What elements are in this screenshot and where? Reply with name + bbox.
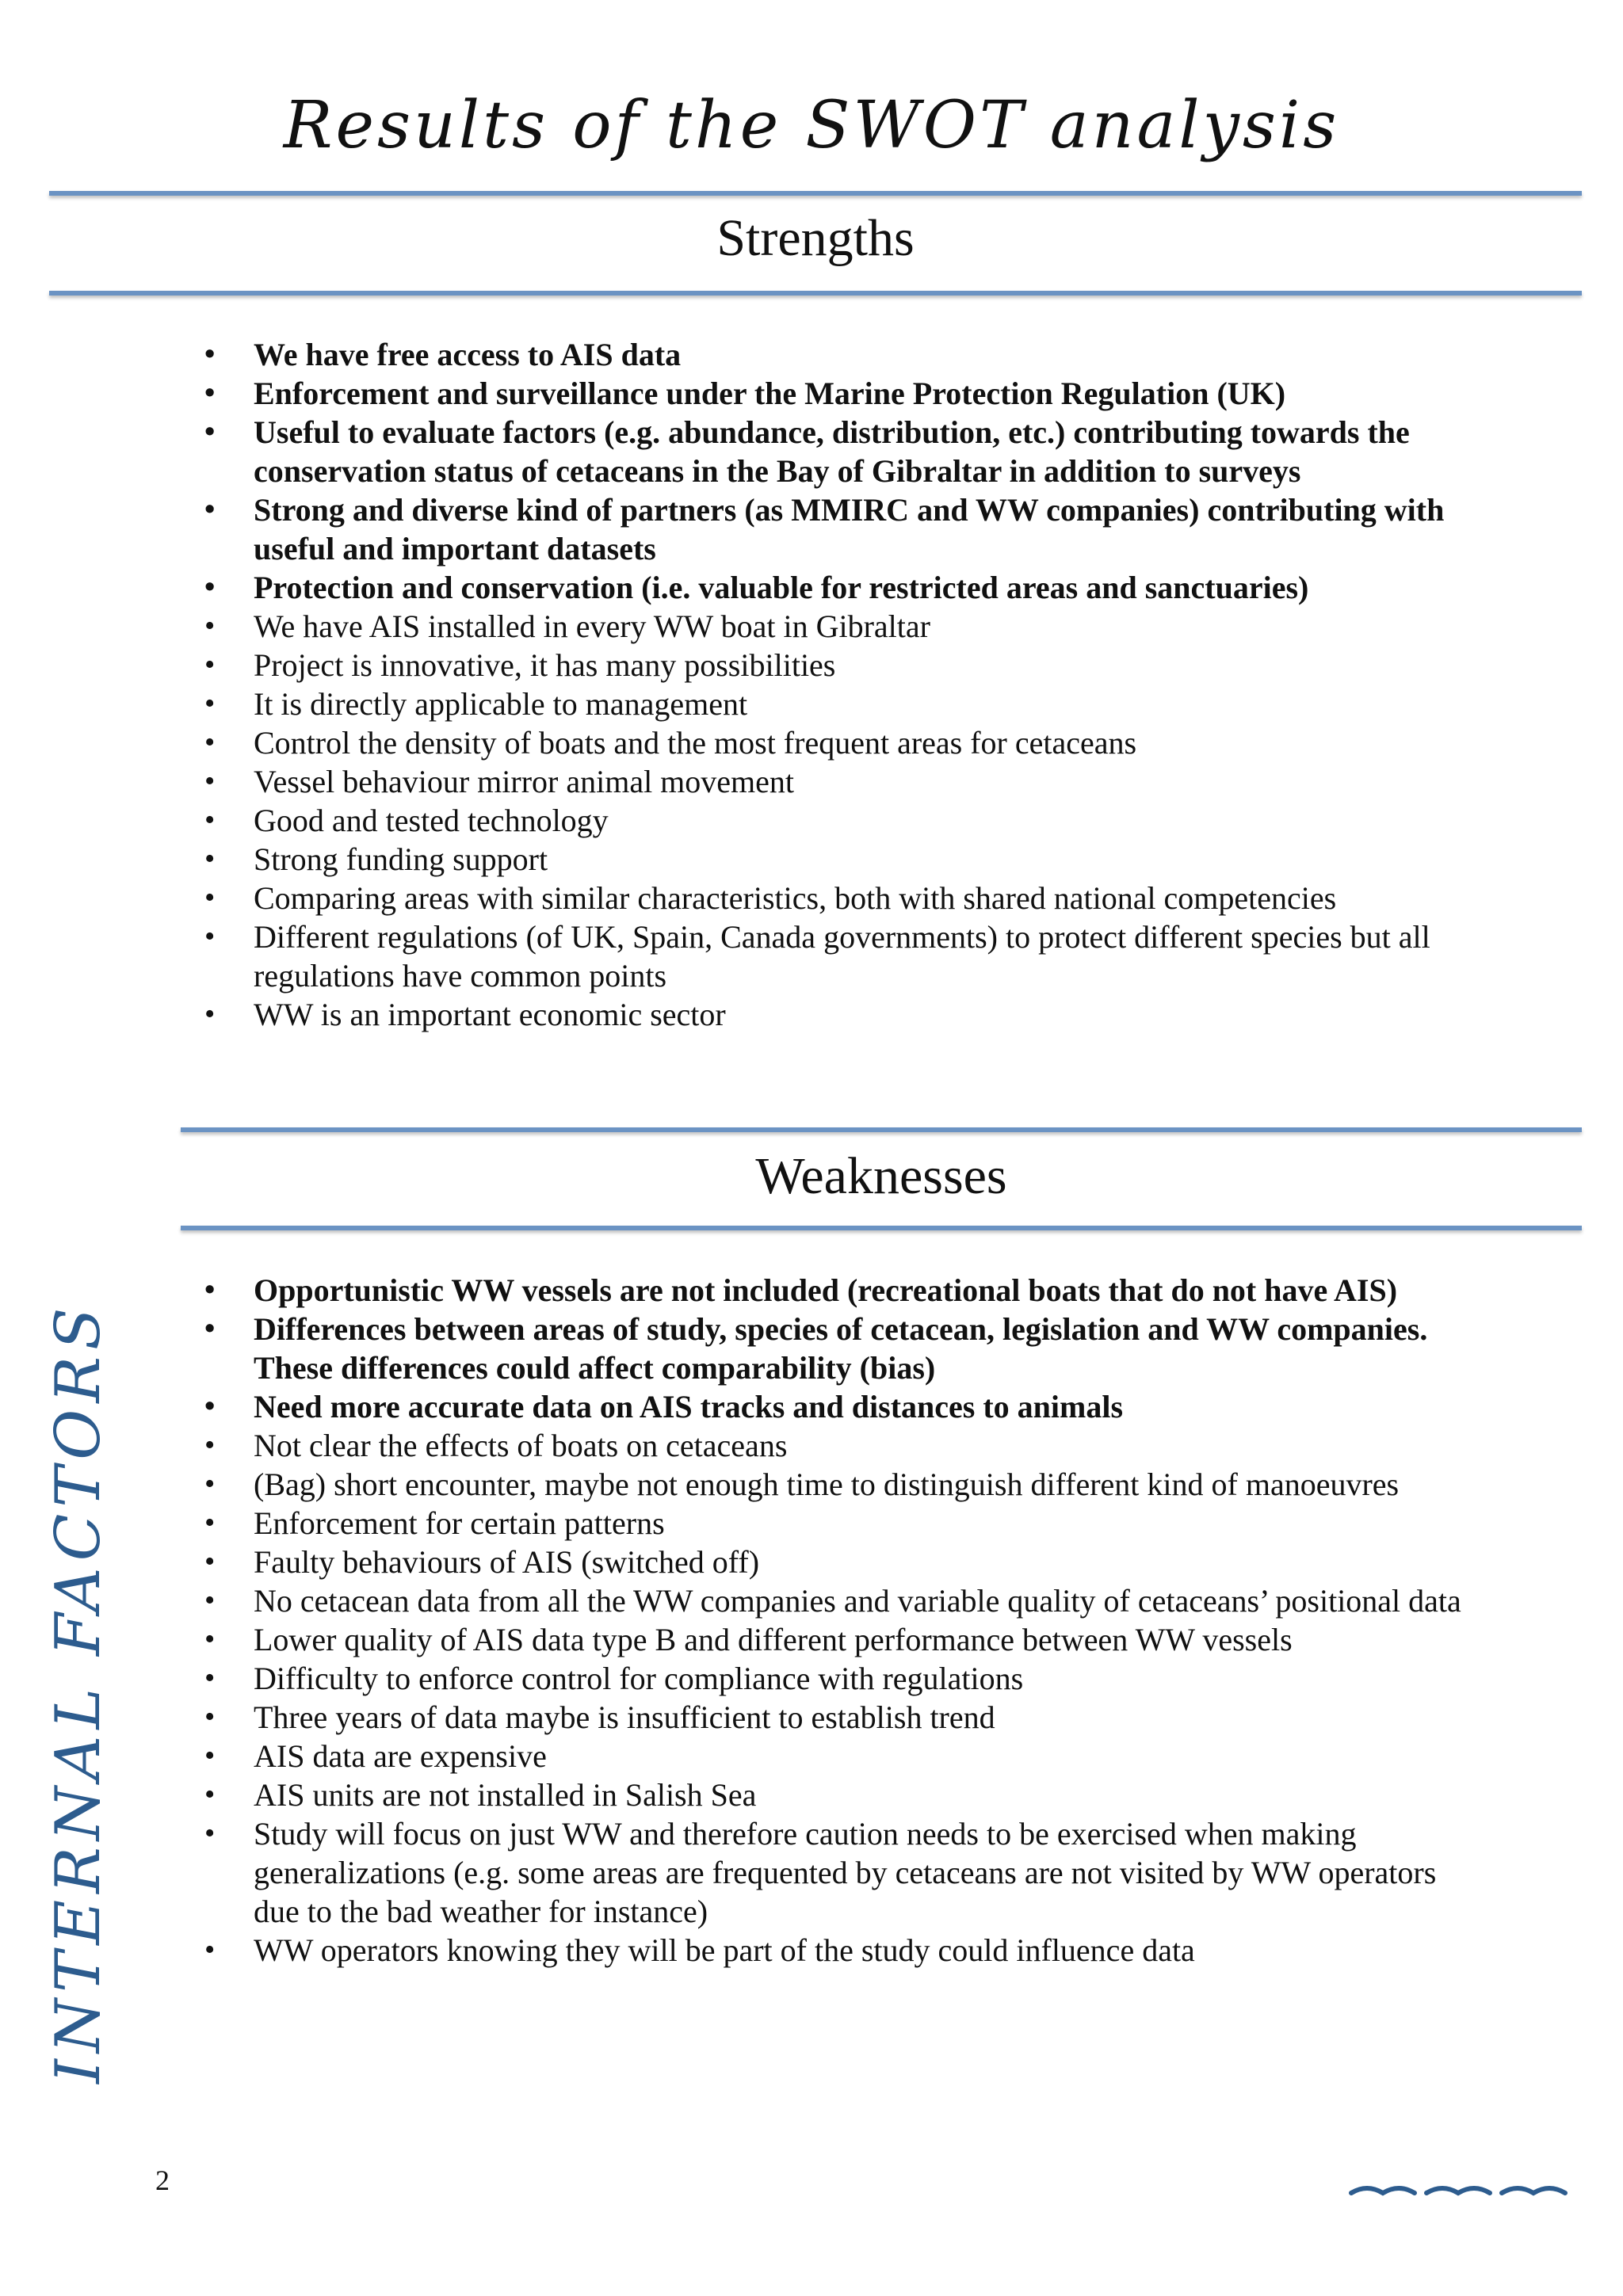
weaknesses-heading: Weaknesses	[755, 1147, 1007, 1205]
weaknesses-item: • Opportunistic WW vessels are not included (recreational boats that do not have AIS)	[204, 1271, 1480, 1310]
weaknesses-bottom-rule	[181, 1226, 1582, 1230]
weaknesses-top-rule	[181, 1127, 1582, 1132]
weaknesses-item: • (Bag) short encounter, maybe not enough time to distinguish different kind of manoeuvres	[204, 1465, 1480, 1504]
weaknesses-item: • Three years of data maybe is insufficient to establish trend	[204, 1698, 1480, 1737]
strengths-item: • Strong and diverse kind of partners (as MMIRC and WW companies) contributing with useful and important datasets	[204, 490, 1480, 568]
strengths-item: • Strong funding support	[204, 840, 1480, 879]
weaknesses-item: • Study will focus on just WW and therefore caution needs to be exercised when making generalizations (e.g. some areas are frequented by cetaceans are not visited by WW operators due to the bad weather for instance)	[204, 1814, 1480, 1931]
strengths-item: • Enforcement and surveillance under the Marine Protection Regulation (UK)	[204, 374, 1480, 413]
strengths-item: • WW is an important economic sector	[204, 995, 1480, 1034]
weaknesses-item: • No cetacean data from all the WW companies and variable quality of cetaceans’ positional data	[204, 1581, 1480, 1620]
strengths-item: • Comparing areas with similar characteristics, both with shared national competencies	[204, 879, 1480, 917]
strengths-item: • Control the density of boats and the most frequent areas for cetaceans	[204, 723, 1480, 762]
weaknesses-item: • Difficulty to enforce control for compliance with regulations	[204, 1659, 1480, 1698]
internal-factors-side-label: INTERNAL FACTORS	[43, 1301, 114, 2084]
strengths-item: • Project is innovative, it has many possibilities	[204, 646, 1480, 685]
weaknesses-item: • Lower quality of AIS data type B and different performance between WW vessels	[204, 1620, 1480, 1659]
page-title: Results of the SWOT analysis	[283, 88, 1340, 163]
strengths-item: • It is directly applicable to management	[204, 685, 1480, 723]
strengths-list	[204, 335, 1480, 1034]
weaknesses-item: • AIS data are expensive	[204, 1737, 1480, 1775]
strengths-bottom-rule	[49, 291, 1582, 296]
strengths-top-rule	[49, 191, 1582, 196]
weaknesses-list	[204, 1271, 1480, 1970]
strengths-item: • We have free access to AIS data	[204, 335, 1480, 374]
weaknesses-item: • WW operators knowing they will be part of the study could influence data	[204, 1931, 1480, 1970]
strengths-item: • Useful to evaluate factors (e.g. abundance, distribution, etc.) contributing towards the conservation status of cetaceans in the Bay of Gibraltar in addition to surveys	[204, 413, 1480, 490]
strengths-item: • Good and tested technology	[204, 801, 1480, 840]
strengths-heading: Strengths	[716, 209, 915, 267]
strengths-item: • Different regulations (of UK, Spain, Canada governments) to protect different species but all regulations have common points	[204, 917, 1480, 995]
strengths-item: • Protection and conservation (i.e. valuable for restricted areas and sanctuaries)	[204, 568, 1480, 607]
weaknesses-item: • Faulty behaviours of AIS (switched off)	[204, 1543, 1480, 1581]
strengths-item: • We have AIS installed in every WW boat in Gibraltar	[204, 607, 1480, 646]
weaknesses-item: • Differences between areas of study, species of cetacean, legislation and WW companies. These differences could affect comparability (bias)	[204, 1310, 1480, 1387]
logo-fragment-icon	[1347, 2169, 1585, 2201]
page-number: 2	[155, 2164, 170, 2196]
weaknesses-item: • Enforcement for certain patterns	[204, 1504, 1480, 1543]
weaknesses-item: • Not clear the effects of boats on cetaceans	[204, 1426, 1480, 1465]
weaknesses-item: • Need more accurate data on AIS tracks and distances to animals	[204, 1387, 1480, 1426]
strengths-item: • Vessel behaviour mirror animal movement	[204, 762, 1480, 801]
weaknesses-item: • AIS units are not installed in Salish Sea	[204, 1775, 1480, 1814]
